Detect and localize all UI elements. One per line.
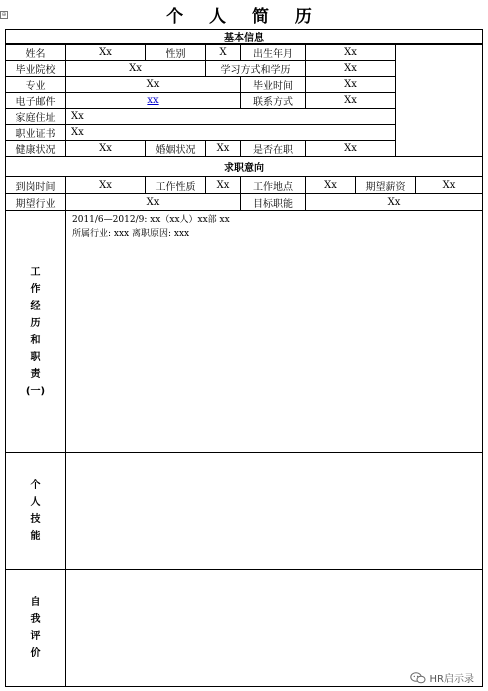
section-job-intent: 求职意向 — [5, 156, 483, 177]
experience-label-char: 经 — [30, 300, 41, 312]
marital-value[interactable]: Xx — [205, 140, 241, 157]
cert-label: 职业证书 — [5, 124, 66, 141]
experience-label-char: 和 — [30, 334, 41, 346]
watermark — [410, 670, 474, 685]
position-value[interactable]: Xx — [305, 193, 483, 211]
experience-label-char: 职 — [30, 351, 41, 363]
health-label: 健康状况 — [5, 140, 66, 157]
health-value[interactable]: Xx — [65, 140, 146, 157]
marital-label: 婚姻状况 — [145, 140, 206, 157]
skills-label — [5, 452, 66, 570]
evaluation-label-char: 我 — [30, 614, 41, 625]
salary-value[interactable]: Xx — [415, 176, 483, 194]
school-label: 毕业院校 — [5, 60, 66, 77]
location-label: 工作地点 — [240, 176, 306, 194]
skills-label-char: 个 — [30, 480, 41, 491]
email-link[interactable]: xx — [147, 95, 159, 106]
nature-value[interactable]: Xx — [205, 176, 241, 194]
skills-label-char: 技 — [30, 514, 41, 525]
photo-box[interactable] — [395, 44, 483, 157]
skills-content[interactable] — [65, 452, 483, 570]
arrival-label: 到岗时间 — [5, 176, 66, 194]
skills-label-char: 人 — [30, 497, 41, 508]
evaluation-label-char: 自 — [30, 597, 41, 608]
location-value[interactable]: Xx — [305, 176, 356, 194]
gender-label: 性别 — [145, 44, 206, 61]
grad-value[interactable]: Xx — [305, 76, 396, 93]
email-label: 电子邮件 — [5, 92, 66, 109]
gender-value[interactable]: X — [205, 44, 241, 61]
contact-label: 联系方式 — [240, 92, 306, 109]
address-value[interactable]: Xx — [65, 108, 396, 125]
experience-label-char: 工 — [30, 266, 41, 278]
nature-label: 工作性质 — [145, 176, 206, 194]
study-value[interactable]: Xx — [305, 60, 396, 77]
industry-label: 期望行业 — [5, 193, 66, 211]
grad-label: 毕业时间 — [240, 76, 306, 93]
major-value[interactable]: Xx — [65, 76, 241, 93]
watermark-text: HR启示录 — [429, 674, 474, 685]
experience-label-char: 作 — [30, 283, 41, 295]
experience-label-char: 历 — [30, 317, 41, 329]
arrival-value[interactable]: Xx — [65, 176, 146, 194]
address-label: 家庭住址 — [5, 108, 66, 125]
experience-content[interactable] — [65, 210, 483, 453]
experience-line: 2011/6—2012/9: xx（xx人）xx部 xx — [72, 215, 230, 225]
evaluation-label — [5, 569, 66, 687]
industry-value[interactable]: Xx — [65, 193, 241, 211]
evaluation-label-char: 价 — [30, 648, 41, 659]
salary-label: 期望薪资 — [355, 176, 416, 194]
experience-line: 所属行业: xxx 离职原因: xxx — [72, 229, 190, 239]
table-move-handle[interactable]: ⊕ — [1, 11, 7, 18]
evaluation-label-char: 评 — [30, 631, 41, 642]
school-value[interactable]: Xx — [65, 60, 206, 77]
chat-bubbles-icon — [410, 672, 426, 684]
skills-label-char: 能 — [30, 531, 41, 542]
experience-label — [5, 210, 66, 453]
birth-value[interactable]: Xx — [305, 44, 396, 61]
major-label: 专业 — [5, 76, 66, 93]
page-title: 个 人 简 历 — [166, 7, 322, 27]
name-label: 姓名 — [5, 44, 66, 61]
employed-label: 是否在职 — [240, 140, 306, 157]
position-label: 目标职能 — [240, 193, 306, 211]
cert-value[interactable]: Xx — [65, 124, 396, 141]
experience-label-char: 责 — [30, 368, 41, 380]
contact-value[interactable]: Xx — [305, 92, 396, 109]
experience-label-char: (一) — [25, 385, 46, 397]
email-value-cell — [65, 92, 241, 109]
birth-label: 出生年月 — [240, 44, 306, 61]
employed-value[interactable]: Xx — [305, 140, 396, 157]
study-label: 学习方式和学历 — [205, 60, 306, 77]
name-value[interactable]: Xx — [65, 44, 146, 61]
section-basic-info: 基本信息 — [5, 29, 483, 44]
